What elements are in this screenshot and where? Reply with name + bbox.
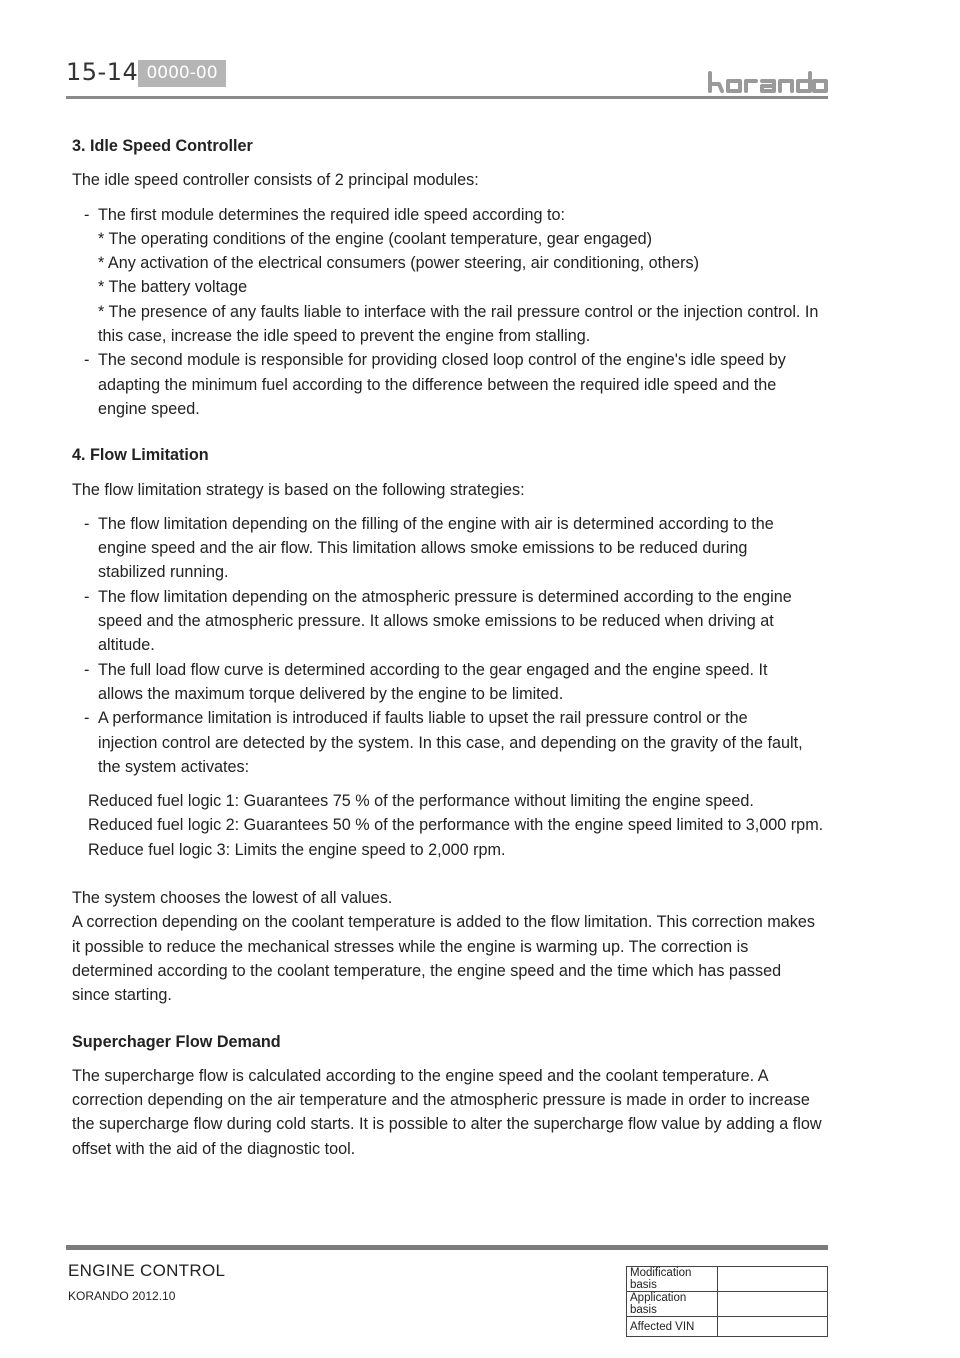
list-line: this case, increase the idle speed to prevent the engine from stalling. (98, 327, 591, 346)
list-line: * Any activation of the electrical consumers (power steering, air conditioning, others) (98, 254, 700, 273)
list-line: The first module determines the required idle speed according to: (98, 205, 565, 224)
list-line: adapting the minimum fuel according to the difference between the required idle speed and the (98, 375, 777, 394)
list-line: * The presence of any faults liable to interface with the rail pressure control or the injection control. In (98, 302, 819, 321)
footer-subtitle: KORANDO 2012.10 (68, 1289, 176, 1303)
footer-divider (66, 1245, 828, 1250)
section-4-intro: The flow limitation strategy is based on the following strategies: (72, 480, 525, 499)
reduced-fuel-logic-line: Reduced fuel logic 1: Guarantees 75 % of the performance without limiting the engine speed. (88, 792, 754, 811)
reduced-fuel-logic-list (88, 789, 832, 862)
document-body (72, 134, 832, 1161)
table-row (627, 1292, 828, 1317)
modification-table (626, 1266, 828, 1337)
paragraph-line: The system chooses the lowest of all values. (72, 889, 393, 908)
section-4-title: 4. Flow Limitation (72, 446, 209, 465)
section-3-list (72, 203, 832, 422)
paragraph-line: the supercharge flow during cold starts. It is possible to alter the supercharge flow value by adding a flow (72, 1115, 822, 1134)
list-line: The flow limitation depending on the filling of the engine with air is determined according to the (98, 514, 774, 533)
table-cell-value (718, 1292, 828, 1317)
bullet-dash: - (84, 351, 90, 370)
list-line: speed and the atmospheric pressure. It allows smoke emissions to be reduced when driving at (98, 612, 774, 631)
table-row (627, 1267, 828, 1292)
list-line: the system activates: (98, 757, 250, 776)
section-4-list (72, 512, 832, 779)
list-line: allows the maximum torque delivered by the engine to be limited. (98, 684, 564, 703)
list-item (72, 658, 832, 707)
footer-title: ENGINE CONTROL (68, 1261, 226, 1280)
list-line: * The operating conditions of the engine (coolant temperature, gear engaged) (98, 229, 653, 248)
list-line: * The battery voltage (98, 278, 248, 297)
list-line: injection control are detected by the system. In this case, and depending on the gravity of the fault, (98, 733, 803, 752)
list-line: stabilized running. (98, 563, 229, 582)
table-cell-value (718, 1317, 828, 1337)
list-line: A performance limitation is introduced if faults liable to upset the rail pressure control or the (98, 709, 748, 728)
list-line: The full load flow curve is determined according to the gear engaged and the engine speed. It (98, 660, 768, 679)
paragraph-line: determined according to the coolant temperature, the engine speed and the time which has passed (72, 961, 782, 980)
list-item (72, 706, 832, 779)
list-line: engine speed and the air flow. This limitation allows smoke emissions to be reduced during (98, 539, 748, 558)
list-item (72, 512, 832, 585)
table-cell-label: Modification basis (627, 1267, 718, 1292)
bullet-dash: - (84, 709, 90, 728)
bullet-dash: - (84, 205, 90, 224)
list-line: altitude. (98, 636, 155, 655)
flow-limitation-summary (72, 886, 832, 1007)
section-3-intro: The idle speed controller consists of 2 principal modules: (72, 171, 479, 190)
paragraph-line: offset with the aid of the diagnostic tool. (72, 1139, 356, 1158)
section-code-badge: 0000-00 (138, 60, 226, 87)
paragraph-line: since starting. (72, 986, 172, 1005)
paragraph-line: The supercharge flow is calculated according to the engine speed and the coolant temperature. A (72, 1066, 769, 1085)
table-cell-label: Affected VIN (627, 1317, 718, 1337)
supercharge-paragraph (72, 1064, 832, 1161)
list-line: The flow limitation depending on the atmospheric pressure is determined according to the engine (98, 587, 792, 606)
list-line: The second module is responsible for providing closed loop control of the engine's idle speed by (98, 351, 786, 370)
list-item (72, 203, 832, 349)
section-5-title: Superchager Flow Demand (72, 1032, 281, 1051)
list-item (72, 585, 832, 658)
paragraph-line: correction depending on the air temperature and the atmospheric pressure is made in order to increase (72, 1091, 810, 1110)
table-cell-value (718, 1267, 828, 1292)
page-number: 15-14 (66, 58, 139, 86)
korando-logo (706, 69, 828, 95)
table-row (627, 1317, 828, 1337)
list-item (72, 348, 832, 421)
bullet-dash: - (84, 587, 90, 606)
paragraph-line: it possible to reduce the mechanical stresses while the engine is warming up. The correction is (72, 937, 749, 956)
section-3-title: 3. Idle Speed Controller (72, 137, 253, 155)
bullet-dash: - (84, 514, 90, 533)
list-line: engine speed. (98, 399, 200, 418)
reduced-fuel-logic-line: Reduce fuel logic 3: Limits the engine speed to 2,000 rpm. (88, 840, 506, 859)
paragraph-line: A correction depending on the coolant temperature is added to the flow limitation. This correction makes (72, 913, 815, 932)
table-cell-label: Application basis (627, 1292, 718, 1317)
reduced-fuel-logic-line: Reduced fuel logic 2: Guarantees 50 % of the performance with the engine speed limited to 3,000 rpm. (88, 816, 824, 835)
bullet-dash: - (84, 660, 90, 679)
header-divider (66, 96, 828, 99)
